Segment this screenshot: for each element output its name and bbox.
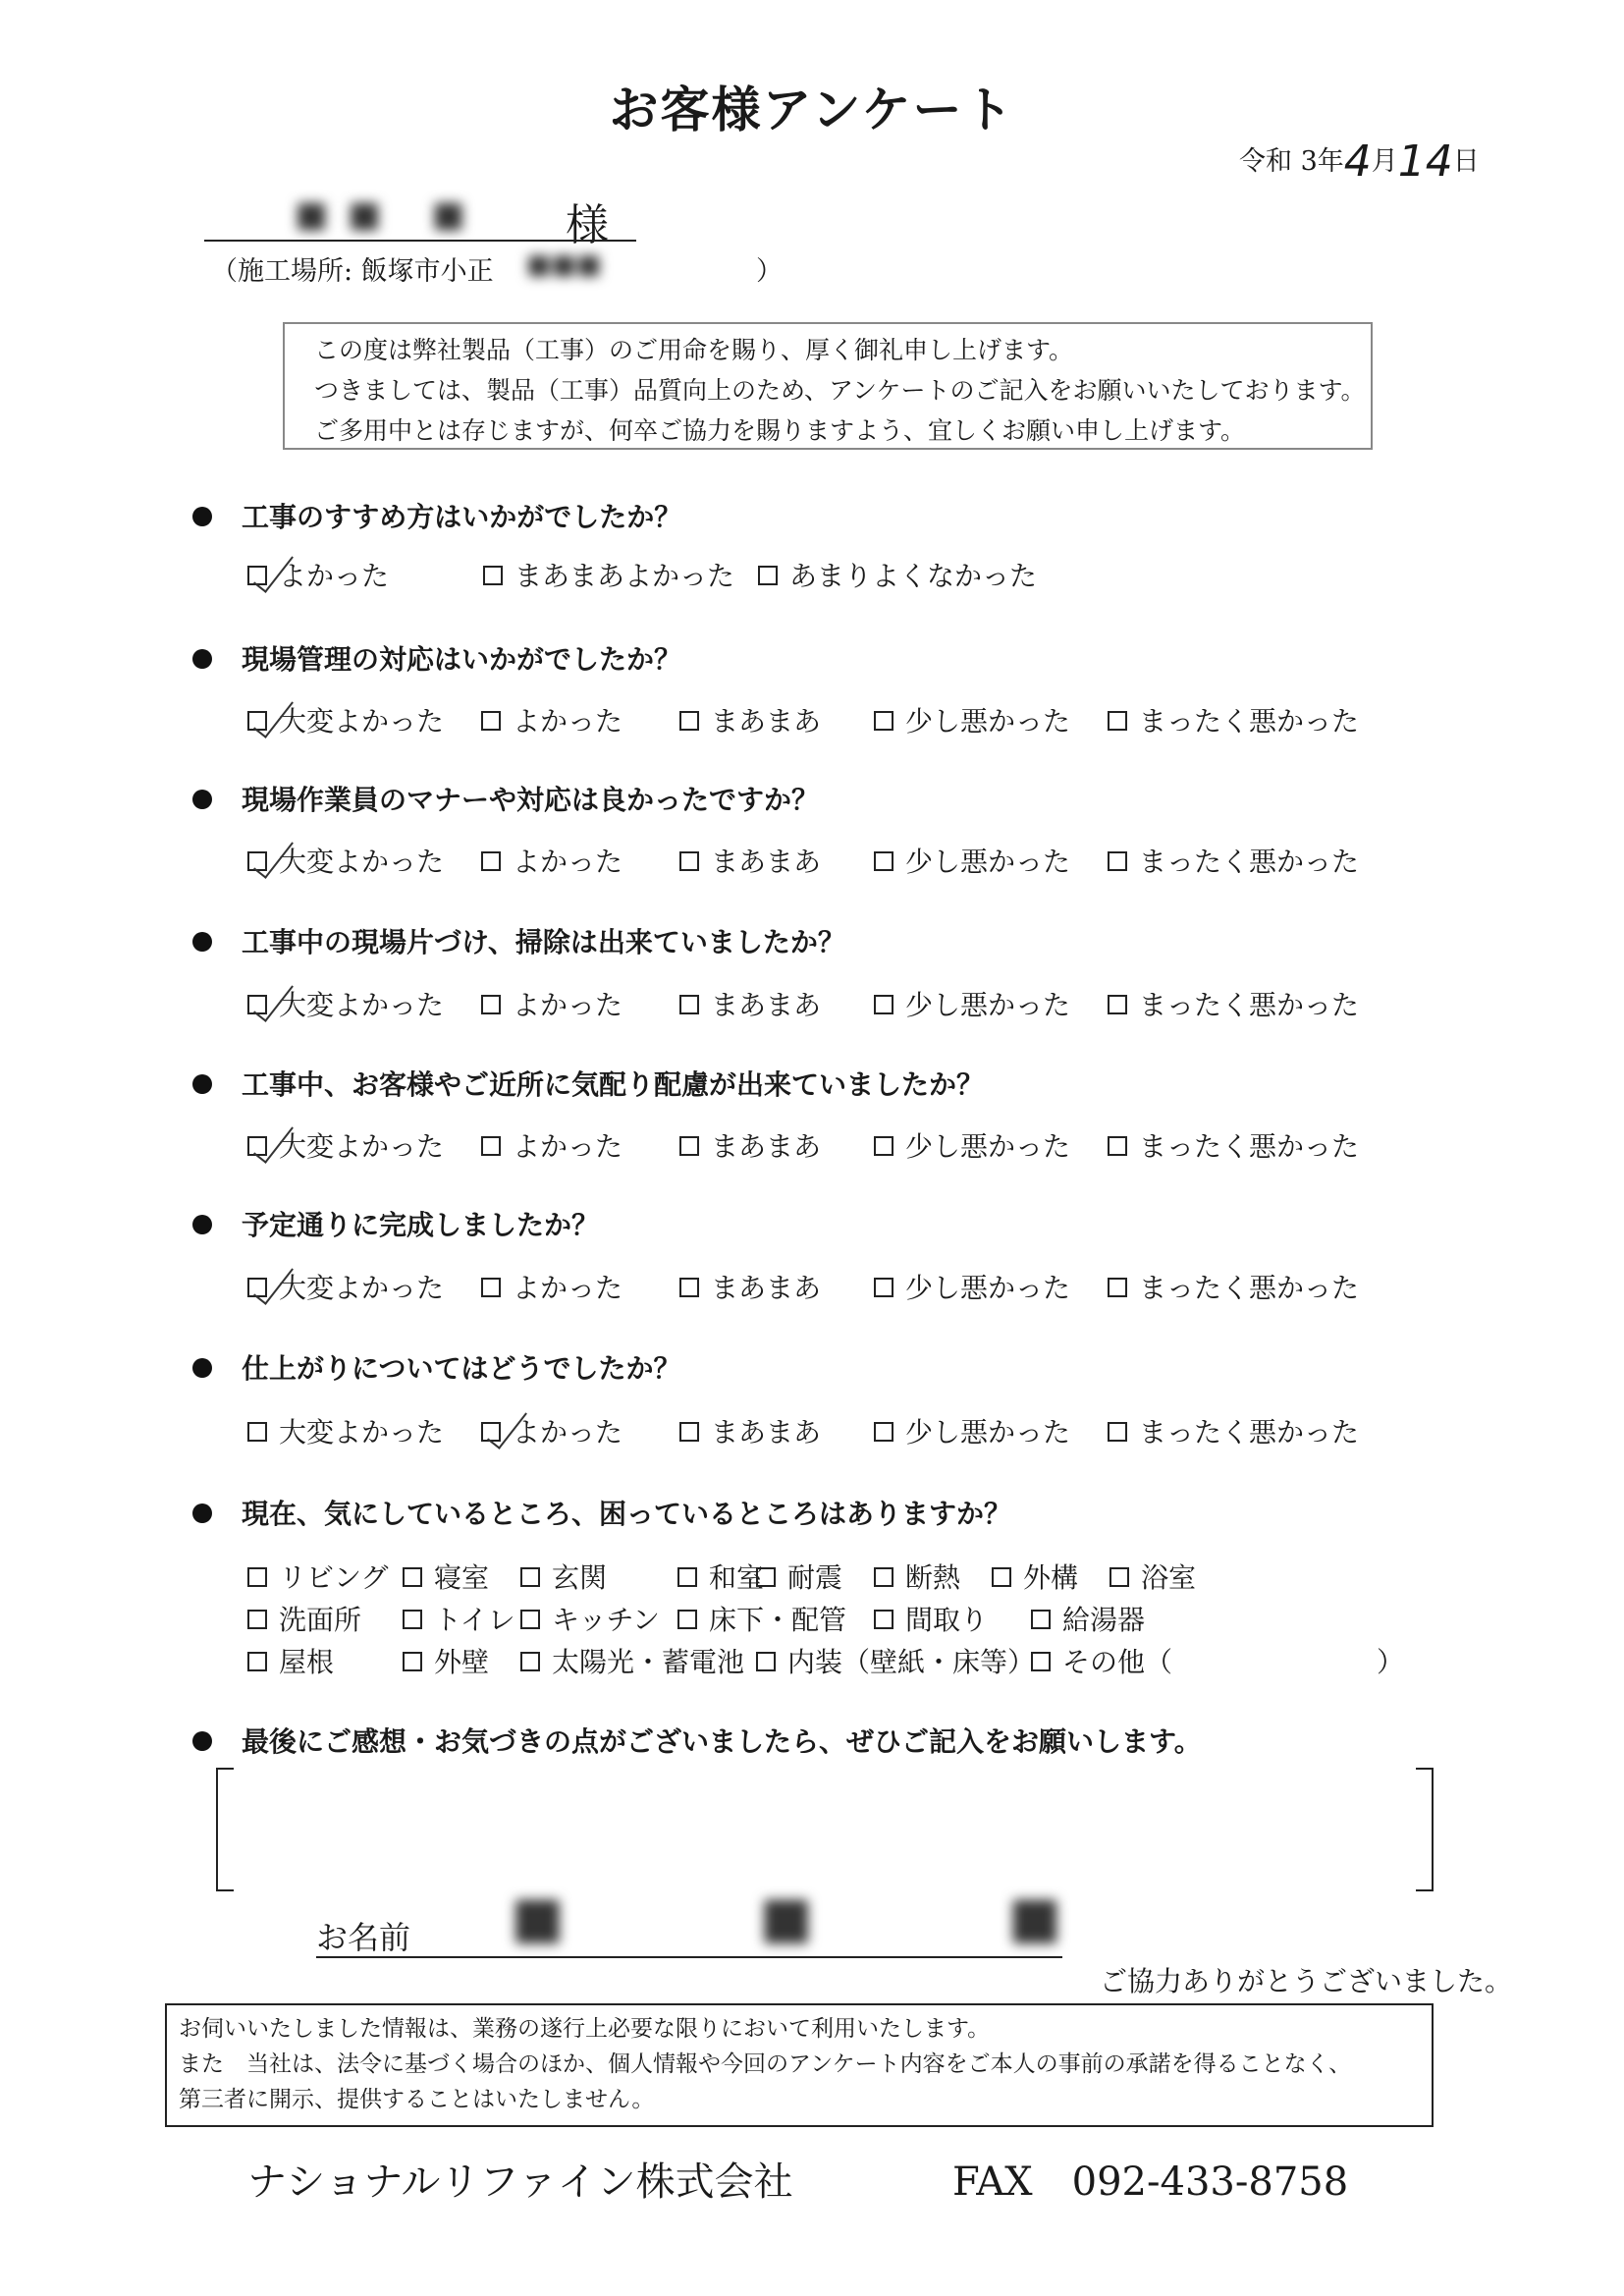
date-month-suffix: 月 bbox=[1371, 146, 1398, 177]
signed-name: ■ ■ ■ bbox=[511, 1884, 1151, 1950]
checkbox-icon bbox=[874, 1567, 893, 1587]
concern-label: 給湯器 bbox=[1062, 1604, 1146, 1636]
comment-question bbox=[192, 1721, 1202, 1760]
concern-label: リビング bbox=[279, 1561, 389, 1594]
intro-box bbox=[283, 322, 1373, 450]
option-checkbox[interactable] bbox=[679, 984, 821, 1023]
concern-label: 屋根 bbox=[279, 1646, 335, 1678]
privacy-line: 第三者に開示、提供することはいたしません。 bbox=[179, 2087, 655, 2112]
concern-label: 寝室 bbox=[434, 1561, 490, 1594]
checkbox-icon bbox=[403, 1610, 422, 1629]
option-checkbox[interactable] bbox=[247, 1125, 444, 1165]
question-1 bbox=[192, 496, 681, 535]
option-checkbox[interactable] bbox=[679, 700, 821, 739]
option-label: 大変よかった bbox=[279, 705, 445, 738]
checkbox-icon bbox=[1110, 1567, 1129, 1587]
option-checkbox[interactable] bbox=[247, 1267, 444, 1306]
question-text: 予定通りに完成しましたか？ bbox=[242, 1209, 600, 1241]
question-text: 工事中の現場片づけ、掃除は出来ていましたか？ bbox=[242, 926, 845, 958]
checkbox-icon bbox=[677, 1610, 697, 1629]
customer-name-underline bbox=[204, 240, 636, 242]
option-checkbox[interactable] bbox=[481, 984, 623, 1023]
option-checkbox[interactable] bbox=[481, 700, 623, 739]
question-text: 工事中、お客様やご近所に気配り配慮が出来ていましたか？ bbox=[242, 1068, 985, 1101]
checkbox-icon bbox=[756, 1567, 776, 1587]
fax-number: FAX 092-433-8758 bbox=[952, 2159, 1349, 2205]
option-checkbox[interactable] bbox=[758, 555, 1037, 594]
question-5 bbox=[192, 1064, 984, 1103]
option-label: あまりよくなかった bbox=[789, 560, 1038, 592]
concern-label: トイレ bbox=[434, 1604, 515, 1636]
question-3 bbox=[192, 779, 819, 818]
checkbox-icon bbox=[247, 711, 267, 731]
option-label: 大変よかった bbox=[279, 1272, 445, 1304]
bullet-icon bbox=[192, 1358, 212, 1378]
option-checkbox[interactable] bbox=[679, 1411, 821, 1450]
checkbox-icon bbox=[1108, 1136, 1127, 1156]
bullet-icon bbox=[192, 1074, 212, 1094]
concern-checkbox[interactable] bbox=[992, 1557, 1078, 1596]
concern-label: 玄関 bbox=[552, 1561, 608, 1594]
concerns-question-text: 現在、気にしているところ、困っているところはありますか？ bbox=[242, 1498, 1012, 1530]
checkbox-icon bbox=[247, 1278, 267, 1297]
option-checkbox[interactable] bbox=[1108, 700, 1359, 739]
checkbox-icon bbox=[992, 1567, 1011, 1587]
option-label: まったく悪かった bbox=[1139, 1272, 1360, 1304]
concern-checkbox[interactable] bbox=[756, 1557, 842, 1596]
checkbox-icon bbox=[874, 1610, 893, 1629]
checkbox-icon bbox=[1108, 1278, 1127, 1297]
concern-label: 和室 bbox=[709, 1561, 765, 1594]
bullet-icon bbox=[192, 507, 212, 526]
concern-label: 断熱 bbox=[905, 1561, 961, 1594]
option-checkbox[interactable] bbox=[874, 841, 1070, 880]
checkbox-icon bbox=[874, 711, 893, 731]
option-label: 少し悪かった bbox=[905, 1130, 1071, 1163]
question-text: 仕上がりについてはどうでしたか？ bbox=[242, 1352, 681, 1385]
concern-checkbox[interactable] bbox=[403, 1641, 489, 1680]
option-checkbox[interactable] bbox=[247, 841, 444, 880]
option-label: 少し悪かった bbox=[905, 1272, 1071, 1304]
option-label: まあまあ bbox=[711, 1272, 822, 1304]
concern-checkbox[interactable] bbox=[520, 1557, 607, 1596]
checkbox-icon bbox=[874, 1278, 893, 1297]
name-field[interactable] bbox=[316, 1956, 1062, 1958]
concern-checkbox[interactable] bbox=[874, 1599, 988, 1638]
date-month: 4 bbox=[1343, 137, 1372, 187]
option-checkbox[interactable] bbox=[481, 1125, 623, 1165]
option-checkbox[interactable] bbox=[874, 1125, 1070, 1165]
checkbox-icon bbox=[247, 851, 267, 871]
checkbox-icon bbox=[874, 995, 893, 1014]
option-label: 大変よかった bbox=[279, 1130, 445, 1163]
question-2 bbox=[192, 638, 681, 678]
name-label: お名前 bbox=[316, 1919, 411, 1956]
other-close-paren: ） bbox=[1377, 1646, 1405, 1678]
option-label: 大変よかった bbox=[279, 1416, 445, 1449]
concern-checkbox[interactable] bbox=[247, 1557, 388, 1596]
checkbox-icon bbox=[1108, 995, 1127, 1014]
option-checkbox[interactable] bbox=[483, 555, 734, 594]
concern-label: 耐震 bbox=[787, 1561, 843, 1594]
checkbox-icon bbox=[481, 1278, 501, 1297]
option-checkbox[interactable] bbox=[874, 700, 1070, 739]
bullet-icon bbox=[192, 1503, 212, 1523]
option-label: 少し悪かった bbox=[905, 846, 1071, 878]
checkbox-icon bbox=[1031, 1610, 1051, 1629]
option-label: まったく悪かった bbox=[1139, 1416, 1360, 1449]
checkbox-icon bbox=[247, 1652, 267, 1671]
checkbox-icon bbox=[247, 1422, 267, 1442]
checkbox-icon bbox=[247, 995, 267, 1014]
option-label: まあまあ bbox=[711, 846, 822, 878]
comment-field[interactable] bbox=[216, 1768, 1434, 1891]
thanks-text: ご協力ありがとうございました。 bbox=[1100, 1965, 1513, 1997]
option-label: まあまあ bbox=[711, 705, 822, 738]
checkbox-icon bbox=[874, 1422, 893, 1442]
question-text: 現場管理の対応はいかがでしたか？ bbox=[242, 643, 682, 676]
customer-honorific: 様 bbox=[566, 200, 609, 250]
intro-line: ご多用中とは存じますが、何卒ご協力を賜りますよう、宜しくお願い申し上げます。 bbox=[314, 416, 1246, 445]
concern-checkbox[interactable] bbox=[520, 1641, 744, 1680]
option-label: 少し悪かった bbox=[905, 705, 1071, 738]
concern-checkbox[interactable] bbox=[677, 1557, 764, 1596]
checkbox-icon bbox=[403, 1652, 422, 1671]
concerns-question bbox=[192, 1493, 1011, 1532]
checkbox-icon bbox=[483, 566, 503, 585]
bullet-icon bbox=[192, 1731, 212, 1751]
option-checkbox[interactable] bbox=[247, 984, 444, 1023]
site-close: ） bbox=[756, 256, 783, 287]
option-label: よかった bbox=[513, 1130, 623, 1163]
question-6 bbox=[192, 1204, 599, 1243]
option-label: 大変よかった bbox=[279, 846, 445, 878]
checkbox-icon bbox=[247, 566, 267, 585]
option-label: まあまあよかった bbox=[514, 560, 735, 592]
option-label: よかった bbox=[279, 560, 390, 592]
option-label: まったく悪かった bbox=[1139, 705, 1360, 738]
option-label: よかった bbox=[513, 705, 623, 738]
intro-line: つきましては、製品（工事）品質向上のため、アンケートのご記入をお願いいたしております。 bbox=[314, 376, 1366, 405]
date-day: 14 bbox=[1397, 137, 1453, 187]
concern-label: キッチン bbox=[552, 1604, 661, 1636]
bullet-icon bbox=[192, 790, 212, 809]
option-label: まったく悪かった bbox=[1139, 1130, 1360, 1163]
concern-checkbox[interactable] bbox=[403, 1599, 515, 1638]
privacy-line: お伺いいたしました情報は、業務の遂行上必要な限りにおいて利用いたします。 bbox=[179, 2016, 991, 2042]
question-text: 工事のすすめ方はいかがでしたか？ bbox=[242, 501, 682, 533]
option-checkbox[interactable] bbox=[247, 555, 389, 594]
checkbox-icon bbox=[756, 1652, 776, 1671]
checkbox-icon bbox=[677, 1567, 697, 1587]
bullet-icon bbox=[192, 1215, 212, 1234]
checkbox-icon bbox=[679, 1422, 699, 1442]
option-label: 大変よかった bbox=[279, 989, 445, 1021]
option-label: 少し悪かった bbox=[905, 1416, 1071, 1449]
checkbox-icon bbox=[520, 1567, 540, 1587]
checkbox-icon bbox=[403, 1567, 422, 1587]
option-checkbox[interactable] bbox=[1108, 984, 1359, 1023]
option-checkbox[interactable] bbox=[247, 1411, 444, 1450]
concern-checkbox[interactable] bbox=[677, 1599, 846, 1638]
option-label: まったく悪かった bbox=[1139, 989, 1360, 1021]
checkbox-icon bbox=[874, 1136, 893, 1156]
checkbox-icon bbox=[758, 566, 778, 585]
option-label: よかった bbox=[513, 846, 623, 878]
checkbox-icon bbox=[679, 1278, 699, 1297]
concern-label: 外構 bbox=[1023, 1561, 1079, 1594]
question-4 bbox=[192, 921, 845, 960]
option-checkbox[interactable] bbox=[874, 984, 1070, 1023]
option-checkbox[interactable] bbox=[481, 1411, 623, 1450]
checkbox-icon bbox=[679, 1136, 699, 1156]
checkbox-icon bbox=[679, 711, 699, 731]
checkbox-icon bbox=[1108, 1422, 1127, 1442]
checkbox-icon bbox=[520, 1652, 540, 1671]
company-name: ナショナルリファイン株式会社 bbox=[247, 2159, 793, 2205]
option-checkbox[interactable] bbox=[1108, 1267, 1359, 1306]
concern-checkbox[interactable] bbox=[1110, 1557, 1196, 1596]
intro-line: この度は弊社製品（工事）のご用命を賜り、厚く御礼申し上げます。 bbox=[314, 336, 1074, 364]
date-day-suffix: 日 bbox=[1452, 146, 1480, 177]
option-label: 少し悪かった bbox=[905, 989, 1071, 1021]
option-checkbox[interactable] bbox=[1108, 1411, 1359, 1450]
checkbox-icon bbox=[247, 1136, 267, 1156]
concern-label: 内装（壁紙・床等） bbox=[787, 1646, 1036, 1678]
option-checkbox[interactable] bbox=[247, 700, 444, 739]
concern-checkbox[interactable] bbox=[1031, 1641, 1172, 1680]
option-checkbox[interactable] bbox=[874, 1411, 1070, 1450]
option-label: よかった bbox=[513, 1416, 623, 1449]
comment-bracket-right bbox=[1416, 1768, 1434, 1891]
concern-label: 床下・配管 bbox=[709, 1604, 847, 1636]
checkbox-icon bbox=[481, 1136, 501, 1156]
option-label: よかった bbox=[513, 1272, 623, 1304]
question-7 bbox=[192, 1347, 680, 1387]
site-hidden: ■■■ bbox=[526, 249, 602, 280]
concern-label: 浴室 bbox=[1141, 1561, 1197, 1594]
option-label: よかった bbox=[513, 989, 623, 1021]
checkbox-icon bbox=[481, 995, 501, 1014]
option-label: まあまあ bbox=[711, 989, 822, 1021]
concern-label: 間取り bbox=[905, 1604, 989, 1636]
option-checkbox[interactable] bbox=[874, 1267, 1070, 1306]
concern-checkbox[interactable] bbox=[247, 1641, 334, 1680]
checkbox-icon bbox=[1108, 711, 1127, 731]
concern-label: 外壁 bbox=[434, 1646, 490, 1678]
checkbox-icon bbox=[1108, 851, 1127, 871]
comment-question-text: 最後にご感想・お気づきの点がございましたら、ぜひご記入をお願いします。 bbox=[242, 1725, 1202, 1758]
question-text: 現場作業員のマナーや対応は良かったですか？ bbox=[242, 784, 820, 816]
checkbox-icon bbox=[247, 1610, 267, 1629]
concern-checkbox[interactable] bbox=[403, 1557, 489, 1596]
date-era: 令和 3年 bbox=[1239, 146, 1344, 177]
option-checkbox[interactable] bbox=[481, 841, 623, 880]
comment-bracket-left bbox=[216, 1768, 234, 1891]
page-title: お客様アンケート bbox=[609, 82, 1015, 138]
checkbox-icon bbox=[520, 1610, 540, 1629]
checkbox-icon bbox=[481, 851, 501, 871]
concern-checkbox[interactable] bbox=[1031, 1599, 1145, 1638]
option-checkbox[interactable] bbox=[1108, 841, 1359, 880]
survey-date bbox=[1239, 131, 1480, 187]
concern-checkbox[interactable] bbox=[756, 1641, 1035, 1680]
option-label: まあまあ bbox=[711, 1416, 822, 1449]
option-label: まあまあ bbox=[711, 1130, 822, 1163]
privacy-line: また 当社は、法令に基づく場合のほか、個人情報や今回のアンケート内容をご本人の事前の承諾を得ることなく、 bbox=[179, 2051, 1352, 2077]
option-checkbox[interactable] bbox=[481, 1267, 623, 1306]
customer-name: ■■ ■ bbox=[295, 194, 485, 235]
checkbox-icon bbox=[481, 1422, 501, 1442]
privacy-notice bbox=[165, 2003, 1434, 2127]
site-label: （施工場所: 飯塚市小正 bbox=[211, 256, 494, 287]
checkbox-icon bbox=[247, 1567, 267, 1587]
checkbox-icon bbox=[874, 851, 893, 871]
option-checkbox[interactable] bbox=[679, 1125, 821, 1165]
concern-label: 洗面所 bbox=[279, 1604, 362, 1636]
concern-label: 太陽光・蓄電池 bbox=[552, 1646, 745, 1678]
option-checkbox[interactable] bbox=[679, 1267, 821, 1306]
concern-label: その他（ bbox=[1062, 1646, 1173, 1678]
checkbox-icon bbox=[481, 711, 501, 731]
option-label: まったく悪かった bbox=[1139, 846, 1360, 878]
option-checkbox[interactable] bbox=[679, 841, 821, 880]
bullet-icon bbox=[192, 932, 212, 952]
checkbox-icon bbox=[679, 851, 699, 871]
concern-checkbox[interactable] bbox=[520, 1599, 660, 1638]
concern-checkbox[interactable] bbox=[874, 1557, 960, 1596]
checkbox-icon bbox=[679, 995, 699, 1014]
checkbox-icon bbox=[1031, 1652, 1051, 1671]
option-checkbox[interactable] bbox=[1108, 1125, 1359, 1165]
bullet-icon bbox=[192, 649, 212, 669]
concern-checkbox[interactable] bbox=[247, 1599, 361, 1638]
